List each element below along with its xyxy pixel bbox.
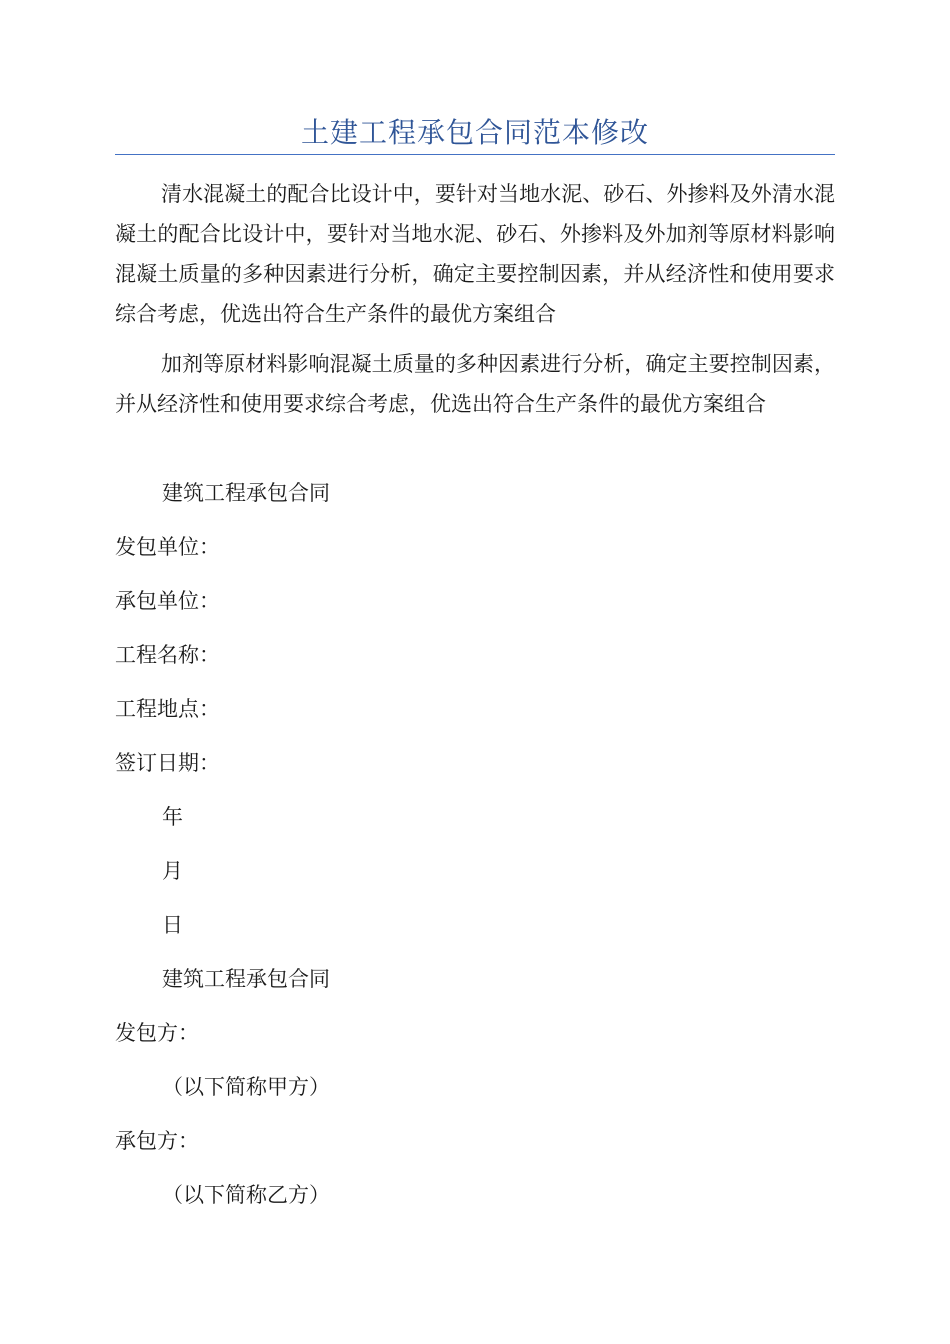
project-name-label: 工程名称： <box>115 643 220 667</box>
party-a-note: （以下简称甲方） <box>162 1075 330 1099</box>
employer-label: 发包单位： <box>115 535 220 559</box>
party-a-label: 发包方： <box>115 1021 199 1045</box>
cover-heading: 建筑工程承包合同 <box>162 481 330 505</box>
body-paragraph-2: 加剂等原材料影响混凝土质量的多种因素进行分析，确定主要控制因素，并从经济性和使用要求综合考虑，优选出符合生产条件的最优方案组合 <box>115 352 835 416</box>
body-paragraph-1: 清水混凝土的配合比设计中，要针对当地水泥、砂石、外掺料及外清水混凝土的配合比设计中，要针对当地水泥、砂石、外掺料及外加剂等原材料影响混凝土质量的多种因素进行分析，确定主要控制因素，并从经济性和使用要求综合考虑，优选出符合生产条件的最优方案组合 <box>115 182 835 326</box>
day-label: 日 <box>162 913 183 937</box>
project-location-label: 工程地点： <box>115 697 220 721</box>
title-underline <box>115 154 835 155</box>
contractor-label: 承包单位： <box>115 589 220 613</box>
contract-heading: 建筑工程承包合同 <box>162 967 330 991</box>
page-title: 土建工程承包合同范本修改 <box>300 116 649 149</box>
party-b-note: （以下简称乙方） <box>162 1183 330 1207</box>
year-label: 年 <box>162 805 183 829</box>
month-label: 月 <box>162 859 183 883</box>
party-b-label: 承包方： <box>115 1129 199 1153</box>
signing-date-label: 签订日期： <box>115 751 220 775</box>
